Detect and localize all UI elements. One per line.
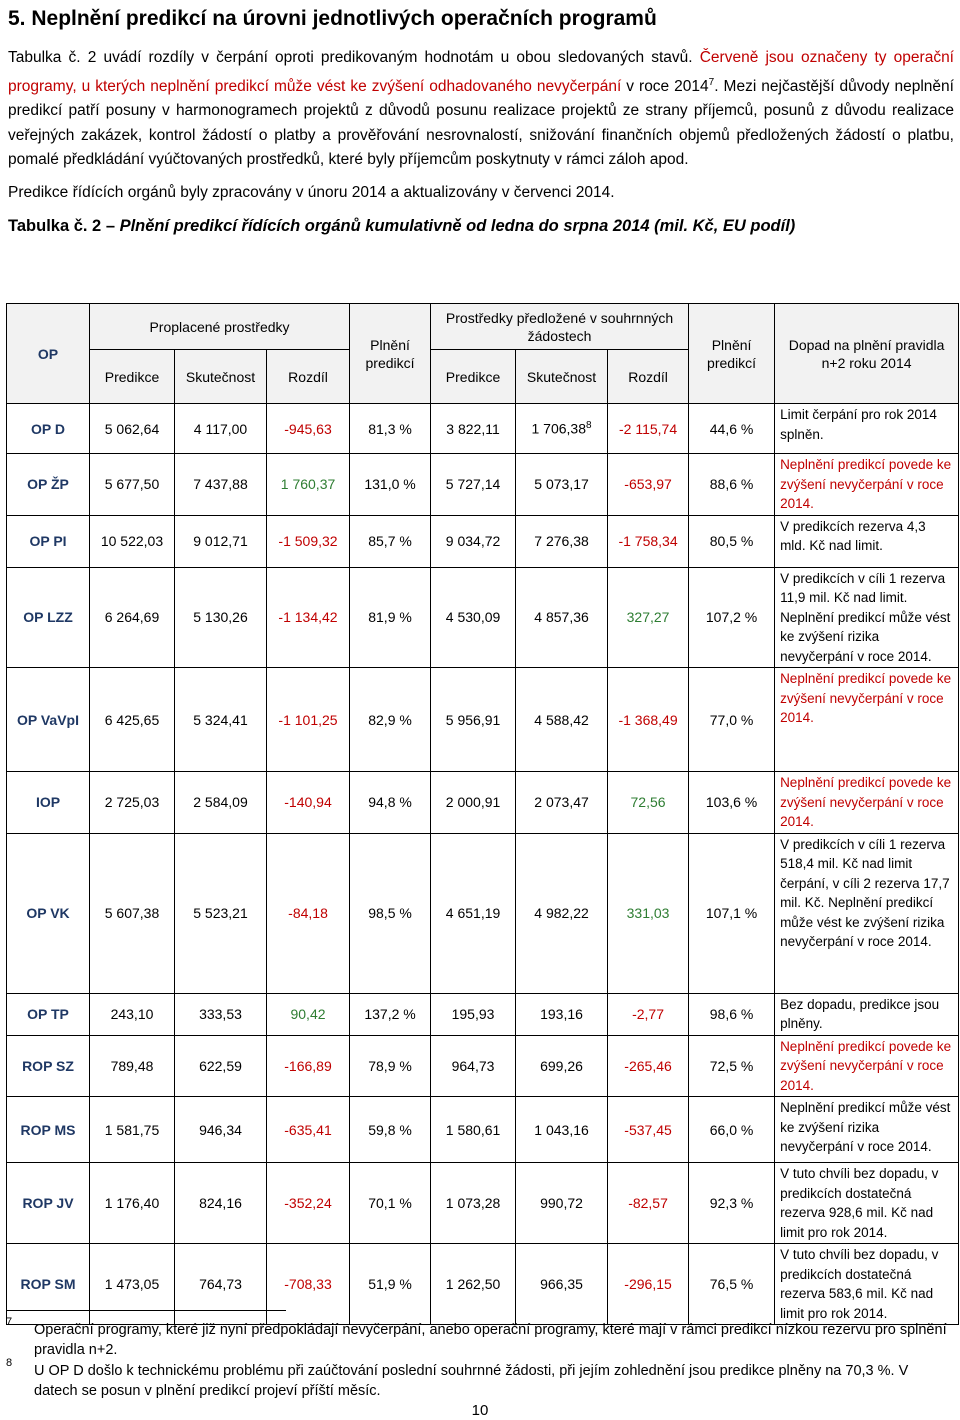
submitted-actual: 4 588,42 [516, 668, 608, 772]
submitted-prediction: 1 262,50 [431, 1244, 516, 1325]
paid-actual: 7 437,88 [175, 454, 267, 516]
intro-red-text: Červeně jsou označeny ty operační programy, u kterých neplnění predikcí může vést ke zvýšení odhadovaného nevyčerpání [8, 49, 954, 95]
submitted-prediction: 5 727,14 [431, 454, 516, 516]
submitted-actual: 1 043,16 [516, 1097, 608, 1163]
submitted-prediction: 4 530,09 [431, 567, 516, 668]
paid-difference: -945,63 [267, 404, 350, 454]
op-name: ROP JV [7, 1163, 90, 1244]
submitted-fulfilment: 107,1 % [689, 833, 775, 993]
submitted-fulfilment: 107,2 % [689, 567, 775, 668]
table-row [7, 668, 959, 772]
footnote-7-text: Operační programy, které již nyní předpokládají nevyčerpání, anebo operační programy, které mají v rámci predikcí nízkou rezervu pro splnění pravidla n+2. [34, 1322, 947, 1358]
impact-note: Neplnění predikcí povede ke zvýšení nevyčerpání v roce 2014. [775, 454, 959, 516]
impact-note: Neplnění predikcí povede ke zvýšení nevyčerpání v roce 2014. [775, 1035, 959, 1097]
submitted-actual: 2 073,47 [516, 772, 608, 834]
paid-actual: 824,16 [175, 1163, 267, 1244]
submitted-difference: -82,57 [608, 1163, 689, 1244]
submitted-difference: 331,03 [608, 833, 689, 993]
op-name: OP PI [7, 515, 90, 567]
header-fulfilment-2: Plnění predikcí [689, 304, 775, 404]
paid-prediction: 5 677,50 [90, 454, 175, 516]
paid-difference: -84,18 [267, 833, 350, 993]
op-name: OP VaVpI [7, 668, 90, 772]
submitted-actual: 990,72 [516, 1163, 608, 1244]
submitted-difference: 72,56 [608, 772, 689, 834]
paid-actual: 5 130,26 [175, 567, 267, 668]
op-name: ROP MS [7, 1097, 90, 1163]
intro-text-1: Tabulka č. 2 uvádí rozdíly v čerpání oproti predikovaným hodnotám u obou sledovaných stavů. [8, 49, 693, 66]
op-name: OP D [7, 404, 90, 454]
paid-difference: -352,24 [267, 1163, 350, 1244]
paid-actual: 2 584,09 [175, 772, 267, 834]
caption-prefix: Tabulka č. 2 – [8, 216, 120, 235]
submitted-actual: 5 073,17 [516, 454, 608, 516]
paid-prediction: 5 607,38 [90, 833, 175, 993]
paid-prediction: 6 264,69 [90, 567, 175, 668]
submitted-actual: 7 276,38 [516, 515, 608, 567]
table-row [7, 993, 959, 1035]
submitted-prediction: 964,73 [431, 1035, 516, 1097]
submitted-fulfilment: 76,5 % [689, 1244, 775, 1325]
paid-prediction: 5 062,64 [90, 404, 175, 454]
paid-actual: 5 324,41 [175, 668, 267, 772]
table-body [7, 404, 959, 1325]
submitted-prediction: 195,93 [431, 993, 516, 1035]
table-row [7, 1097, 959, 1163]
caption-title: Plnění predikcí řídících orgánů kumulativně od ledna do srpna 2014 (mil. Kč, EU podíl) [119, 216, 796, 235]
header-skutecnost-1: Skutečnost [175, 350, 267, 404]
paid-fulfilment: 78,9 % [350, 1035, 431, 1097]
submitted-difference: -1 758,34 [608, 515, 689, 567]
header-fulfilment-1: Plnění predikcí [350, 304, 431, 404]
footnote-7 [6, 1316, 954, 1360]
paid-prediction: 1 473,05 [90, 1244, 175, 1325]
page-number: 10 [471, 1402, 489, 1419]
footnote-8-mark: 8 [6, 1357, 13, 1369]
paid-actual: 4 117,00 [175, 404, 267, 454]
op-name: OP LZZ [7, 567, 90, 668]
paid-fulfilment: 59,8 % [350, 1097, 431, 1163]
paid-actual: 333,53 [175, 993, 267, 1035]
submitted-actual: 193,16 [516, 993, 608, 1035]
table-row [7, 567, 959, 668]
submitted-fulfilment: 103,6 % [689, 772, 775, 834]
header-op: OP [7, 304, 90, 404]
op-name: IOP [7, 772, 90, 834]
impact-note: V tuto chvíli bez dopadu, v predikcích dostatečná rezerva 928,6 mil. Kč nad limit pro rok 2014. [775, 1163, 959, 1244]
submitted-actual-value: 1 706,38 [531, 420, 586, 437]
submitted-fulfilment: 80,5 % [689, 515, 775, 567]
submitted-difference: -537,45 [608, 1097, 689, 1163]
paid-actual: 622,59 [175, 1035, 267, 1097]
op-name: OP ŽP [7, 454, 90, 516]
submitted-difference: -265,46 [608, 1035, 689, 1097]
op-name: OP TP [7, 993, 90, 1035]
submitted-difference: -2 115,74 [608, 404, 689, 454]
submitted-actual: 966,35 [516, 1244, 608, 1325]
table-row [7, 772, 959, 834]
submitted-prediction: 3 822,11 [431, 404, 516, 454]
submitted-prediction: 9 034,72 [431, 515, 516, 567]
paid-difference: 90,42 [267, 993, 350, 1035]
intro-paragraph [8, 46, 954, 173]
header-predikce-1: Predikce [90, 350, 175, 404]
paid-prediction: 789,48 [90, 1035, 175, 1097]
submitted-prediction: 4 651,19 [431, 833, 516, 993]
paid-difference: -1 134,42 [267, 567, 350, 668]
op-name: ROP SZ [7, 1035, 90, 1097]
paid-prediction: 243,10 [90, 993, 175, 1035]
paid-fulfilment: 81,9 % [350, 567, 431, 668]
intro-after-red: v roce 2014 [621, 77, 709, 95]
impact-note: Limit čerpání pro rok 2014 splněn. [775, 404, 959, 454]
submitted-actual: 699,26 [516, 1035, 608, 1097]
paid-prediction: 1 581,75 [90, 1097, 175, 1163]
footnote-divider [6, 1310, 286, 1311]
paid-difference: -1 101,25 [267, 668, 350, 772]
header-group-paid: Proplacené prostředky [90, 304, 350, 350]
impact-note: V predikcích v cíli 1 rezerva 11,9 mil. Kč nad limit. Neplnění predikcí může vést ke zvýšení rizika nevyčerpání v roce 2014. [775, 567, 959, 668]
submitted-fulfilment: 66,0 % [689, 1097, 775, 1163]
submitted-fulfilment: 92,3 % [689, 1163, 775, 1244]
header-rozdil-2: Rozdíl [608, 350, 689, 404]
footnote-ref-7[interactable]: 7 [708, 76, 715, 88]
paid-actual: 9 012,71 [175, 515, 267, 567]
submitted-difference: -653,97 [608, 454, 689, 516]
submitted-difference: -296,15 [608, 1244, 689, 1325]
impact-note: Bez dopadu, predikce jsou plněny. [775, 993, 959, 1035]
paid-actual: 764,73 [175, 1244, 267, 1325]
table-row [7, 1035, 959, 1097]
submitted-fulfilment: 72,5 % [689, 1035, 775, 1097]
paid-difference: -708,33 [267, 1244, 350, 1325]
footnote-ref-8[interactable]: 8 [586, 420, 592, 432]
paid-fulfilment: 98,5 % [350, 833, 431, 993]
submitted-fulfilment: 44,6 % [689, 404, 775, 454]
header-skutecnost-2: Skutečnost [516, 350, 608, 404]
paid-prediction: 10 522,03 [90, 515, 175, 567]
header-group-submitted: Prostředky předložené v souhrnných žádostech [431, 304, 689, 350]
paid-difference: 1 760,37 [267, 454, 350, 516]
footnote-8-text: U OP D došlo k technickému problému při zaúčtování poslední souhrnné žádosti, při jejím zohlednění jsou predikce plněny na 70,3 %. V datech se posun v plnění predikcí projeví příští měsíc. [34, 1363, 909, 1399]
submitted-fulfilment: 88,6 % [689, 454, 775, 516]
paid-prediction: 2 725,03 [90, 772, 175, 834]
table-row [7, 833, 959, 993]
predictions-paragraph: Predikce řídících orgánů byly zpracovány v únoru 2014 a aktualizovány v červenci 2014. [8, 183, 615, 201]
submitted-prediction: 5 956,91 [431, 668, 516, 772]
paid-fulfilment: 137,2 % [350, 993, 431, 1035]
impact-note: V predikcích rezerva 4,3 mld. Kč nad limit. [775, 515, 959, 567]
paid-fulfilment: 70,1 % [350, 1163, 431, 1244]
table-row [7, 404, 959, 454]
paid-fulfilment: 82,9 % [350, 668, 431, 772]
table-caption [8, 215, 954, 237]
table-row [7, 454, 959, 516]
paid-prediction: 6 425,65 [90, 668, 175, 772]
paid-actual: 5 523,21 [175, 833, 267, 993]
submitted-fulfilment: 98,6 % [689, 993, 775, 1035]
table-row [7, 1244, 959, 1325]
table-row [7, 515, 959, 567]
footnote-8 [6, 1357, 954, 1401]
paid-difference: -140,94 [267, 772, 350, 834]
paid-fulfilment: 131,0 % [350, 454, 431, 516]
paid-actual: 946,34 [175, 1097, 267, 1163]
submitted-fulfilment: 77,0 % [689, 668, 775, 772]
paid-difference: -1 509,32 [267, 515, 350, 567]
paid-fulfilment: 85,7 % [350, 515, 431, 567]
submitted-difference: -1 368,49 [608, 668, 689, 772]
paid-difference: -635,41 [267, 1097, 350, 1163]
impact-note: Neplnění predikcí povede ke zvýšení nevyčerpání v roce 2014. [775, 772, 959, 834]
predictions-table [6, 303, 959, 1325]
header-predikce-2: Predikce [431, 350, 516, 404]
header-impact: Dopad na plnění pravidla n+2 roku 2014 [775, 304, 959, 404]
submitted-difference: 327,27 [608, 567, 689, 668]
impact-note: Neplnění predikcí povede ke zvýšení nevyčerpání v roce 2014. [775, 668, 959, 772]
paid-fulfilment: 51,9 % [350, 1244, 431, 1325]
paid-fulfilment: 81,3 % [350, 404, 431, 454]
submitted-prediction: 2 000,91 [431, 772, 516, 834]
paid-fulfilment: 94,8 % [350, 772, 431, 834]
table-row [7, 1163, 959, 1244]
submitted-actual: 4 982,22 [516, 833, 608, 993]
impact-note: Neplnění predikcí může vést ke zvýšení rizika nevyčerpání v roce 2014. [775, 1097, 959, 1163]
op-name: OP VK [7, 833, 90, 993]
footnote-7-mark: 7 [6, 1316, 13, 1328]
impact-note: V tuto chvíli bez dopadu, v predikcích dostatečná rezerva 583,6 mil. Kč nad limit pro rok 2014. [775, 1244, 959, 1325]
header-rozdil-1: Rozdíl [267, 350, 350, 404]
section-heading: 5. Neplnění predikcí na úrovni jednotlivých operačních programů [8, 7, 657, 30]
intro-text-2: . Mezi nejčastější důvody neplnění predikcí patří posuny v harmonogramech projektů z důvodů posunu realizace projektů ze strany příjemců, posunů z důvodu realizace veřejných zakázek, kontrol žádostí o platby a prověřování nesrovnalostí, snižování finančních objemů předložených žádostí o platbu, pomalé předkládání vyúčtovaných prostředků, které byly příjemcům poskytnuty v rámci záloh apod. [8, 77, 954, 169]
submitted-prediction: 1 580,61 [431, 1097, 516, 1163]
op-name: ROP SM [7, 1244, 90, 1325]
paid-prediction: 1 176,40 [90, 1163, 175, 1244]
submitted-actual [516, 404, 608, 454]
submitted-difference: -2,77 [608, 993, 689, 1035]
submitted-actual: 4 857,36 [516, 567, 608, 668]
submitted-prediction: 1 073,28 [431, 1163, 516, 1244]
impact-note: V predikcích v cíli 1 rezerva 518,4 mil. Kč nad limit čerpání, v cíli 2 rezerva 17,7 mil. Kč. Neplnění predikcí může vést ke zvýšení rizika nevyčerpání v roce 2014. [775, 833, 959, 993]
document-page [8, 0, 954, 237]
paid-difference: -166,89 [267, 1035, 350, 1097]
